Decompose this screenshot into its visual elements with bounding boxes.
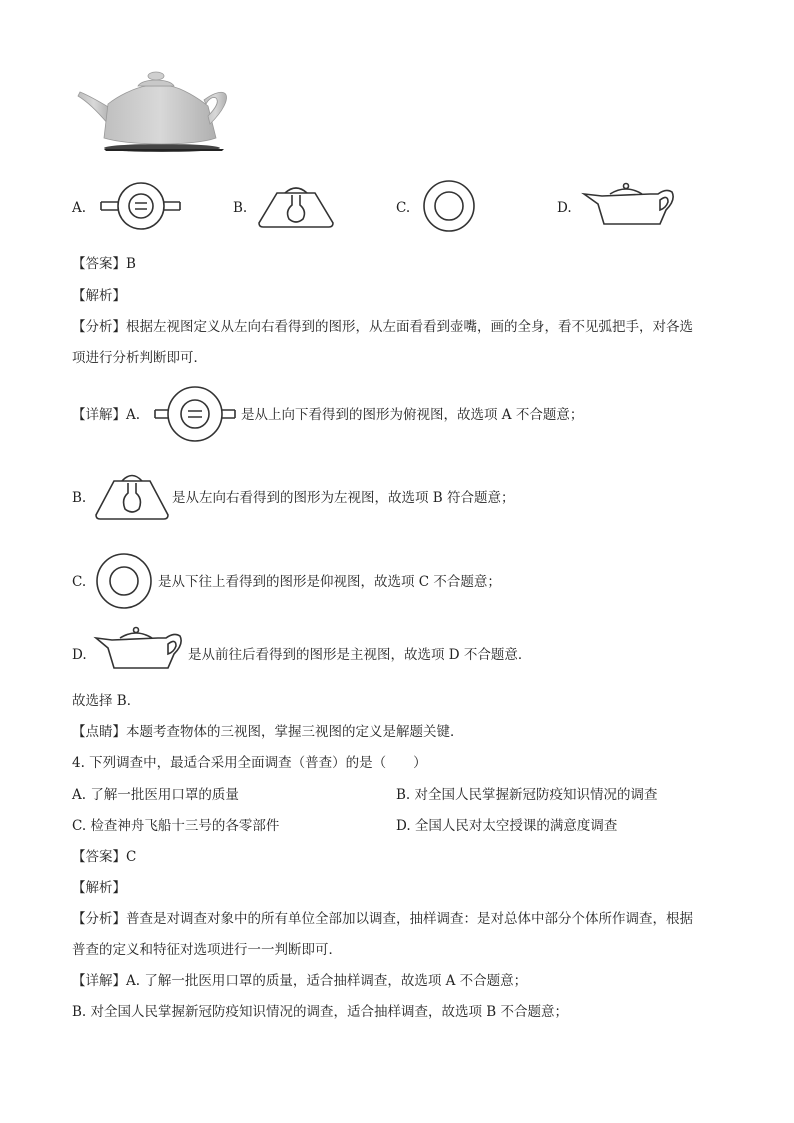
q3-fenxi-line2: 项进行分析判断即可． xyxy=(72,350,207,366)
option-label-a: A. xyxy=(72,200,87,216)
q3-conclusion: 故选择 B． xyxy=(72,693,141,709)
q3-detail-c-text: 是从下往上看得到的图形是仰视图，故选项 C 不合题意； xyxy=(158,574,501,590)
option-c-bottom-view-figure xyxy=(418,179,480,233)
q3-detail-label: 【详解】A. xyxy=(72,407,141,423)
q4-fenxi-line2: 普查的定义和特征对选项进行一一判断即可． xyxy=(72,942,342,958)
option-a-top-view-figure xyxy=(96,181,186,231)
q4-detail-b: B. 对全国人民掌握新冠防疫知识情况的调查，适合抽样调查，故选项 B 不合题意； xyxy=(72,1004,569,1020)
q3-fenxi-line1: 【分析】根据左视图定义从左向右看得到的图形，从左面看看到壶嘴，画的全身，看不见弧把手，对各选 xyxy=(72,319,693,335)
q3-analysis-label: 【解析】 xyxy=(72,288,126,304)
q3-detail-a-text: 是从上向下看得到的图形为俯视图，故选项 A 不合题意； xyxy=(241,407,584,423)
q3-dianjing: 【点睛】本题考查物体的三视图，掌握三视图的定义是解题关键． xyxy=(72,724,464,740)
q3-detail-b-label: B. xyxy=(72,490,87,506)
detail-a-top-view-figure xyxy=(150,385,240,443)
q4-option-c: C. 检查神舟飞船十三号的各零部件 xyxy=(72,818,280,834)
q4-analysis-label: 【解析】 xyxy=(72,880,126,896)
option-b-left-view-figure xyxy=(255,181,337,231)
q4-question: 4. 下列调查中，最适合采用全面调查（普查）的是（ ） xyxy=(72,755,427,771)
option-label-c: C. xyxy=(396,200,411,216)
option-d-front-view-figure xyxy=(580,180,680,230)
q3-detail-d-label: D. xyxy=(72,647,87,663)
q4-option-d: D. 全国人民对太空授课的满意度调查 xyxy=(396,818,618,834)
q3-detail-d-text: 是从前往后看得到的图形是主视图，故选项 D 不合题意． xyxy=(188,647,532,663)
detail-c-bottom-view-figure xyxy=(92,552,156,610)
q3-detail-c-label: C. xyxy=(72,574,87,590)
option-label-d: D. xyxy=(557,200,572,216)
q4-option-a: A. 了解一批医用口罩的质量 xyxy=(72,787,239,803)
q4-detail-a: 【详解】A. 了解一批医用口罩的质量，适合抽样调查，故选项 A 不合题意； xyxy=(72,973,528,989)
q3-detail-b-text: 是从左向右看得到的图形为左视图，故选项 B 符合题意； xyxy=(172,490,515,506)
q4-option-b: B. 对全国人民掌握新冠防疫知识情况的调查 xyxy=(396,787,658,803)
teapot-photo xyxy=(74,66,234,156)
q4-answer: 【答案】C xyxy=(72,849,137,865)
detail-b-left-view-figure xyxy=(92,467,172,523)
option-label-b: B. xyxy=(233,200,248,216)
q4-fenxi-line1: 【分析】普查是对调查对象中的所有单位全部加以调查，抽样调查：是对总体中部分个体所作调查，根据 xyxy=(72,911,693,927)
detail-d-front-view-figure xyxy=(92,626,188,674)
q3-answer: 【答案】B xyxy=(72,256,136,272)
